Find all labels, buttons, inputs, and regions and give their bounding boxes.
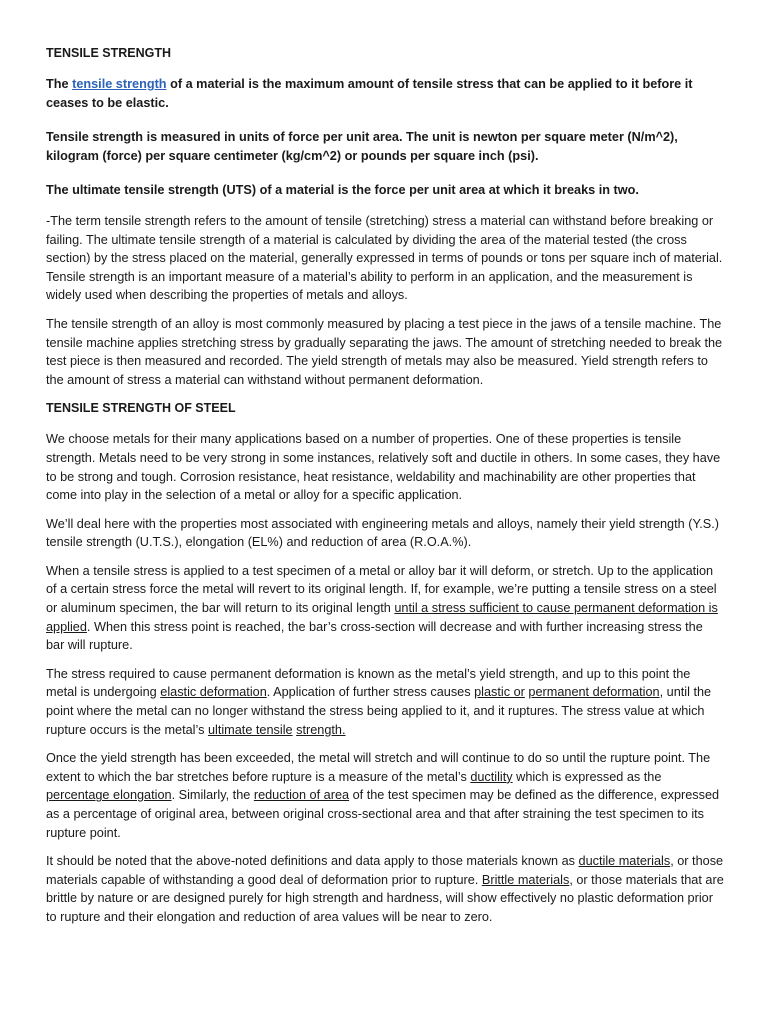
heading-tensile-strength-of-steel: TENSILE STRENGTH OF STEEL bbox=[46, 401, 236, 416]
paragraph-units: Tensile strength is measured in units of force per unit area. The unit is newton per square meter (N/m^2), kilogram (force) per square centimeter (kg/cm^2) or pounds per square inch (psi). bbox=[46, 130, 678, 163]
underlined-phrase: reduction of area bbox=[253, 788, 350, 803]
paragraph-uts: The ultimate tensile strength (UTS) of a material is the force per unit area at which it breaks in two. bbox=[46, 183, 639, 198]
paragraph-tensile-stress: When a tensile stress is applied to a test specimen of a metal or alloy bar it will deform, or stretch. Up to the application of a certain stress force the metal will revert to its original length. If, for example, we’re putting a tensile stress on a steel or aluminum specimen, the bar will return to its original length until a stress sufficient to cause permanent deformation is applied. When this stress point is reached, the bar’s cross-section will decrease and with further increasing stress the bar will rupture. bbox=[46, 563, 718, 653]
underlined-phrase: percentage elongation bbox=[46, 788, 172, 803]
underlined-phrase: until a stress sufficient to cause permanent deformation is applied bbox=[46, 601, 718, 634]
paragraph-metal-properties: We choose metals for their many applications based on a number of properties. One of these properties is tensile strength. Metals need to be very strong in some instances, relatively soft and ductile in others. In some cases, they have to be strong and tough. Corrosion resistance, heat resistance, weldability and machinability are other properties that come into play in the selection of a metal or alloy for a specific application. bbox=[46, 432, 721, 503]
underlined-phrase: strength. bbox=[296, 722, 346, 737]
underlined-phrase: permanent deformation bbox=[528, 685, 660, 700]
underlined-phrase: ductility bbox=[470, 769, 513, 784]
underlined-phrase: ultimate tensile bbox=[207, 722, 293, 737]
paragraph-term-definition: -The term tensile strength refers to the amount of tensile (stretching) stress a material can withstand before breaking or failing. The ultimate tensile strength of a material is calculated by dividing the area of the material tested (the cross section) by the stress placed on the material, generally expressed in terms of pounds or tons per square inch of material. Tensile strength is an important measure of a material’s ability to perform in an application, and the measurement is widely used when describing the properties of metals and alloys. bbox=[46, 213, 723, 303]
underlined-phrase: elastic deformation bbox=[160, 685, 267, 700]
paragraph-ductility: Once the yield strength has been exceeded, the metal will stretch and will continue to do so until the rupture point. The extent to which the bar stretches before rupture is a measure of the metal’s ductility which is expressed as the percentage elongation. Similarly, the reduction of area of the test specimen may be defined as the difference, expressed as a percentage of original area, between original cross-sectional area and that after straining the test specimen to its rupture point. bbox=[46, 751, 720, 840]
paragraph-engineering-properties: We’ll deal here with the properties most associated with engineering metals and alloys, namely their yield strength (Y.S.) tensile strength (U.T.S.), elongation (EL%) and reduction of area (R.O.A.%). bbox=[46, 516, 720, 550]
heading-tensile-strength: TENSILE STRENGTH bbox=[46, 46, 172, 60]
paragraph-definition: The tensile strength of a material is the maximum amount of tensile stress that can be applied to it before it ceases to be elastic. bbox=[46, 77, 693, 110]
tensile-strength-link[interactable]: tensile strength bbox=[72, 77, 167, 91]
paragraph-measurement: The tensile strength of an alloy is most commonly measured by placing a test piece in the jaws of a tensile machine. The tensile machine applies stretching stress by gradually separating the jaws. The amount of stretching needed to break the test piece is then measured and recorded. The yield strength of metals may also be measured. Yield strength refers to the amount of stress a material can withstand without permanent deformation. bbox=[46, 316, 723, 387]
underlined-phrase: plastic or bbox=[474, 685, 525, 700]
underlined-phrase: Brittle materials bbox=[481, 872, 570, 887]
underlined-phrase: ductile materials bbox=[578, 854, 671, 869]
paragraph-ductile-materials: It should be noted that the above-noted definitions and data apply to those materials known as ductile materials, or those materials capable of withstanding a good deal of deformation prior to rupture. Brittle materials, or those materials that are brittle by nature or are designed purely for high strength and hardness, will show effectively no plastic deformation prior to rupture and their elongation and reduction of area values will be near to zero. bbox=[46, 854, 724, 924]
paragraph-yield-strength: The stress required to cause permanent deformation is known as the metal’s yield strength, and up to this point the metal is undergoing elastic deformation. Application of further stress causes plastic or permanent deformation, until the point where the metal can no longer withstand the stress being applied to it, and it ruptures. The stress value at which rupture occurs is the metal’s ultimate tensile strength. bbox=[46, 666, 712, 737]
